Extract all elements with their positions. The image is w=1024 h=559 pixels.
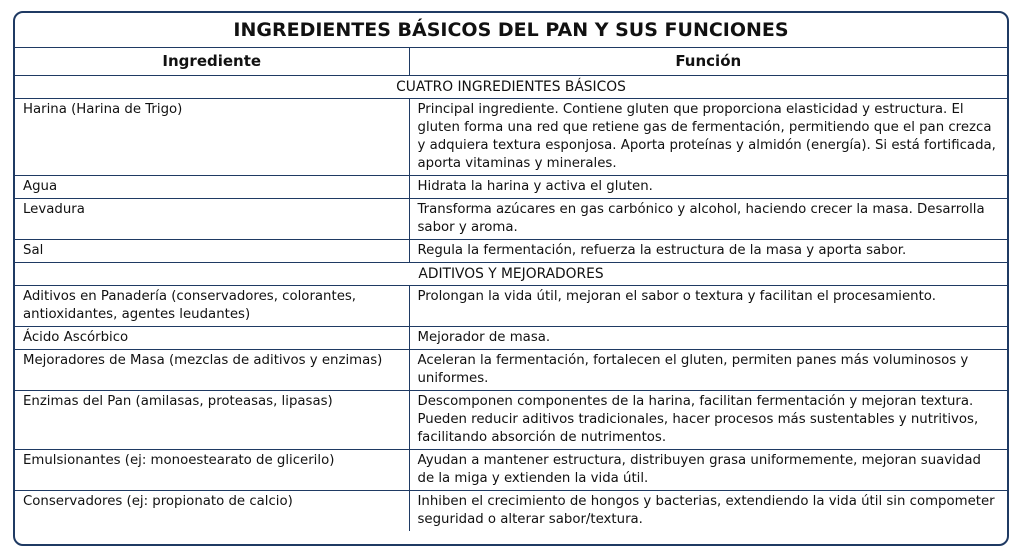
header-ingredient: Ingrediente xyxy=(15,48,409,76)
ingredient-cell: Ácido Ascórbico xyxy=(15,327,409,350)
ingredient-cell: Agua xyxy=(15,176,409,199)
table-row xyxy=(15,391,1007,450)
table-frame xyxy=(13,11,1009,546)
section-heading: CUATRO INGREDIENTES BÁSICOS xyxy=(15,76,1007,99)
function-cell: Ayudan a mantener estructura, distribuyen grasa uniformemente, mejoran suavidad de la miga y extienden la vida útil. xyxy=(409,450,1007,491)
ingredient-cell: Aditivos en Panadería (conservadores, colorantes, antioxidantes, agentes leudantes) xyxy=(15,286,409,327)
ingredients-table xyxy=(15,13,1007,531)
section-heading-row xyxy=(15,76,1007,99)
table-row xyxy=(15,450,1007,491)
header-function: Función xyxy=(409,48,1007,76)
ingredient-cell: Emulsionantes (ej: monoestearato de glicerilo) xyxy=(15,450,409,491)
table-row xyxy=(15,327,1007,350)
function-cell: Inhiben el crecimiento de hongos y bacterias, extendiendo la vida útil sin compometer seguridad o alterar sabor/textura. xyxy=(409,491,1007,532)
function-cell: Principal ingrediente. Contiene gluten que proporciona elasticidad y estructura. El gluten forma una red que retiene gas de fermentación, permitiendo que el pan crezca y adquiera textura esponjosa. Aporta proteínas y almidón (energía). Si está fortificada, aporta vitaminas y minerales. xyxy=(409,99,1007,176)
function-cell: Aceleran la fermentación, fortalecen el gluten, permiten panes más voluminosos y uniformes. xyxy=(409,350,1007,391)
ingredient-cell: Conservadores (ej: propionato de calcio) xyxy=(15,491,409,532)
table-row xyxy=(15,199,1007,240)
table-row xyxy=(15,286,1007,327)
title-row xyxy=(15,13,1007,48)
table-row xyxy=(15,491,1007,532)
function-cell: Hidrata la harina y activa el gluten. xyxy=(409,176,1007,199)
function-cell: Regula la fermentación, refuerza la estructura de la masa y aporta sabor. xyxy=(409,240,1007,263)
ingredient-cell: Harina (Harina de Trigo) xyxy=(15,99,409,176)
ingredient-cell: Sal xyxy=(15,240,409,263)
ingredient-cell: Levadura xyxy=(15,199,409,240)
table-row xyxy=(15,240,1007,263)
table-row xyxy=(15,350,1007,391)
ingredient-cell: Mejoradores de Masa (mezclas de aditivos y enzimas) xyxy=(15,350,409,391)
function-cell: Prolongan la vida útil, mejoran el sabor o textura y facilitan el procesamiento. xyxy=(409,286,1007,327)
section-heading-row xyxy=(15,263,1007,286)
table-title: INGREDIENTES BÁSICOS DEL PAN Y SUS FUNCIONES xyxy=(15,13,1007,48)
table-row xyxy=(15,176,1007,199)
table-row xyxy=(15,99,1007,176)
ingredient-cell: Enzimas del Pan (amilasas, proteasas, lipasas) xyxy=(15,391,409,450)
function-cell: Mejorador de masa. xyxy=(409,327,1007,350)
header-row xyxy=(15,48,1007,76)
section-heading: ADITIVOS Y MEJORADORES xyxy=(15,263,1007,286)
function-cell: Transforma azúcares en gas carbónico y alcohol, haciendo crecer la masa. Desarrolla sabor y aroma. xyxy=(409,199,1007,240)
function-cell: Descomponen componentes de la harina, facilitan fermentación y mejoran textura. Pueden reducir aditivos tradicionales, hacer procesos más sustentables y nutritivos, facilitando absorción de nutrimentos. xyxy=(409,391,1007,450)
